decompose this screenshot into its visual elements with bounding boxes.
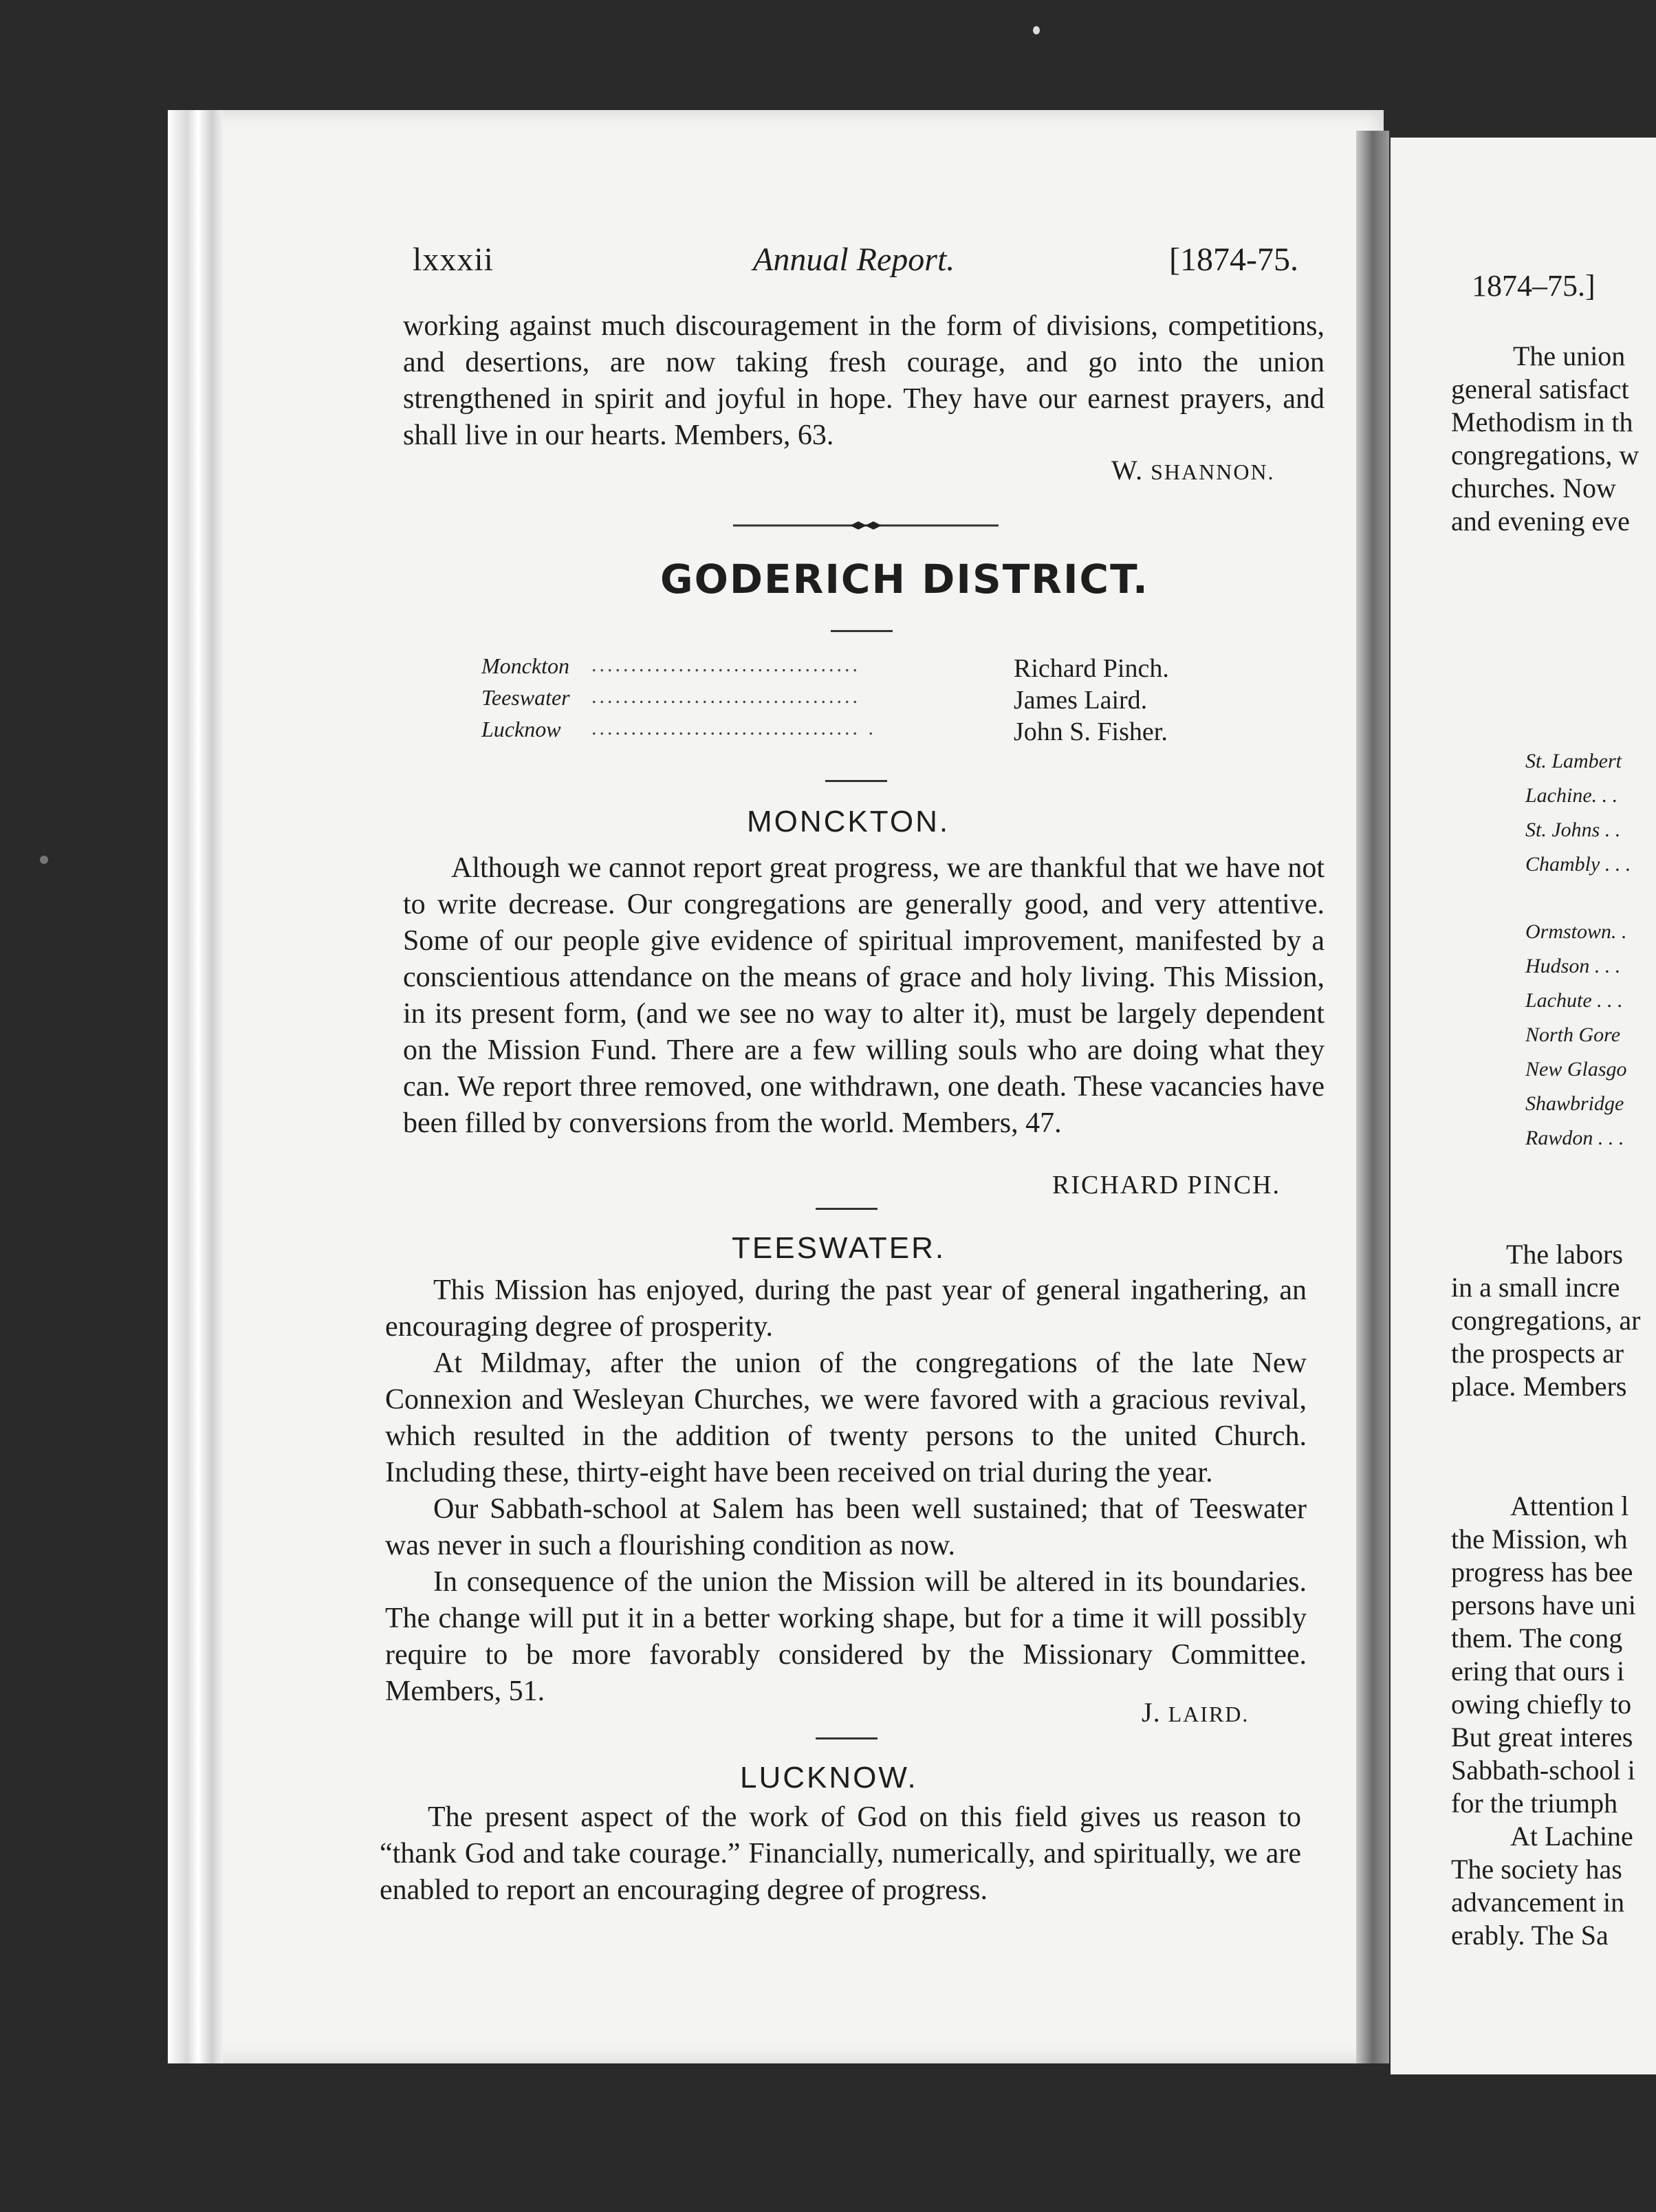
- short-rule: [831, 630, 893, 632]
- right-line: progress has bee: [1451, 1557, 1633, 1587]
- roster-row: [481, 717, 1197, 748]
- short-rule: [825, 780, 887, 782]
- monckton-signature: [1052, 1168, 1281, 1200]
- right-line: in a small incre: [1451, 1272, 1620, 1303]
- right-place: Chambly . . .: [1525, 853, 1631, 876]
- right-place: St. Johns . .: [1525, 818, 1621, 841]
- right-line: them. The cong: [1451, 1623, 1623, 1653]
- ornamental-rule: [733, 520, 999, 531]
- teeswater-heading: TEESWATER.: [732, 1231, 946, 1265]
- right-page-year: 1874–75.]: [1472, 269, 1595, 303]
- short-rule: [816, 1208, 878, 1210]
- right-line: At Lachine: [1510, 1821, 1633, 1852]
- right-line: Attention l: [1510, 1490, 1629, 1521]
- roster-place: Teeswater: [481, 685, 570, 710]
- right-line: congregations, ar: [1451, 1305, 1641, 1336]
- monckton-heading: MONCKTON.: [747, 805, 950, 838]
- roster-leader: ..................................: [591, 653, 860, 676]
- right-line: the prospects ar: [1451, 1338, 1624, 1369]
- film-speck: [1033, 26, 1040, 34]
- teeswater-paragraph: At Mildmay, after the union of the congregations of the late New Connexion and Wesleyan Churches, we were favored with a gracious revival, which resulted in the addition of twenty persons to the united Church. Including these, thirty-eight have been received on trial during the year.: [385, 1347, 1307, 1488]
- teeswater-paragraph: This Mission has enjoyed, during the past year of general ingathering, an encouraging degree of prosperity.: [385, 1275, 1307, 1343]
- roster-minister: John S. Fisher.: [1014, 717, 1168, 746]
- right-line: erably. The Sa: [1451, 1920, 1609, 1951]
- book-gutter: [1356, 131, 1389, 2063]
- teeswater-paragraph: In consequence of the union the Mission will be altered in its boundaries. The change will put it in a better working shape, but for a time it will possibly require to be more favorably considered by the Missionary Committee. Members, 51.: [385, 1566, 1307, 1707]
- right-line: ering that ours i: [1451, 1656, 1625, 1687]
- intro-signature: [1111, 454, 1275, 486]
- right-place: New Glasgo: [1525, 1058, 1627, 1081]
- roster-leader: ..................................: [591, 685, 860, 708]
- monckton-paragraph: Although we cannot report great progress, we are thankful that we have not to write decrease. Our congregations are generally good, and very attentive. Some of our people give evidence of spiritual improvement, manifested by a conscientious attendance on the means of grace and holy living. This Mission, in its present form, (and we see no way to alter it), must be largely dependent on the Mission Fund. There are a few willing souls who are doing what they can. We report three removed, one withdrawn, one death. These vacancies have been filled by conversions from the world. Members, 47.: [403, 852, 1325, 1139]
- intro-block: [403, 308, 1325, 454]
- right-page-block-1: [1451, 340, 1656, 538]
- running-year: [1874-75.: [1169, 241, 1298, 278]
- right-page-places-1: [1525, 750, 1656, 887]
- right-page-places-2: [1525, 920, 1656, 1161]
- signature-name: RICHARD PINCH.: [1052, 1171, 1281, 1200]
- right-page-block-2: [1451, 1238, 1656, 1403]
- right-line: for the triumph: [1451, 1788, 1618, 1819]
- right-line: The society has: [1451, 1854, 1622, 1885]
- right-place: North Gore: [1525, 1023, 1621, 1046]
- right-line: place. Members: [1451, 1371, 1627, 1402]
- right-place: Lachine. . .: [1525, 784, 1618, 807]
- right-line: advancement in: [1451, 1887, 1625, 1918]
- roster-row: [481, 685, 1197, 717]
- right-page-block-3: [1451, 1490, 1656, 1952]
- right-line: Methodism in th: [1451, 406, 1633, 437]
- signature-name: LAIRD.: [1168, 1702, 1250, 1726]
- intro-paragraph: working against much discouragement in the form of divisions, competitions, and desertions, are now taking fresh courage, and go into the union strengthened in spirit and joyful in hope. They have our earnest prayers, and shall live in our hearts. Members, 63.: [403, 310, 1325, 451]
- short-rule: [816, 1737, 878, 1739]
- page-edge-stack: [168, 110, 223, 2063]
- monckton-block: [403, 850, 1325, 1142]
- lucknow-paragraph: The present aspect of the work of God on this field gives us reason to “thank God and take courage.” Financially, numerically, and spiritually, we are enabled to report an encouraging degree of progress.: [380, 1801, 1301, 1906]
- lucknow-heading: LUCKNOW.: [740, 1761, 918, 1794]
- right-place: Rawdon . . .: [1525, 1127, 1624, 1149]
- running-title: Annual Report.: [753, 241, 955, 278]
- right-line: congregations, w: [1451, 440, 1639, 470]
- right-line: churches. Now: [1451, 473, 1616, 503]
- right-place: Hudson . . .: [1525, 955, 1621, 977]
- roster-place: Lucknow: [481, 717, 561, 741]
- right-line: But great interes: [1451, 1722, 1633, 1753]
- roster-row: [481, 653, 1197, 685]
- roster-leader: .................................. .: [591, 717, 876, 739]
- signature-initial: J.: [1142, 1697, 1168, 1728]
- teeswater-block: [385, 1272, 1307, 1710]
- roster-place: Monckton: [481, 653, 569, 678]
- page-number: lxxxii: [413, 241, 494, 278]
- right-line: persons have uni: [1451, 1590, 1636, 1620]
- district-heading: GODERICH DISTRICT.: [660, 556, 1149, 603]
- right-place: St. Lambert: [1525, 750, 1622, 772]
- signature-name: SHANNON.: [1151, 459, 1275, 484]
- roster-minister: James Laird.: [1014, 686, 1148, 715]
- roster-minister: Richard Pinch.: [1014, 654, 1169, 683]
- right-place: Lachute . . .: [1525, 989, 1623, 1012]
- teeswater-paragraph: Our Sabbath-school at Salem has been well sustained; that of Teeswater was never in such a flourishing condition as now.: [385, 1493, 1307, 1561]
- film-speck: [40, 856, 48, 864]
- right-line: The union: [1513, 340, 1626, 371]
- right-line: owing chiefly to: [1451, 1689, 1632, 1720]
- district-roster: [481, 653, 1197, 748]
- right-line: the Mission, wh: [1451, 1524, 1628, 1554]
- right-place: Ormstown. .: [1525, 920, 1627, 943]
- right-line: general satisfact: [1451, 373, 1629, 404]
- right-line: The labors: [1506, 1239, 1623, 1270]
- right-place: Shawbridge: [1525, 1092, 1624, 1115]
- lucknow-block: [380, 1799, 1301, 1909]
- signature-initial: W.: [1111, 455, 1151, 486]
- right-line: Sabbath-school i: [1451, 1755, 1635, 1786]
- teeswater-signature: [1142, 1696, 1249, 1728]
- right-line: and evening eve: [1451, 506, 1630, 536]
